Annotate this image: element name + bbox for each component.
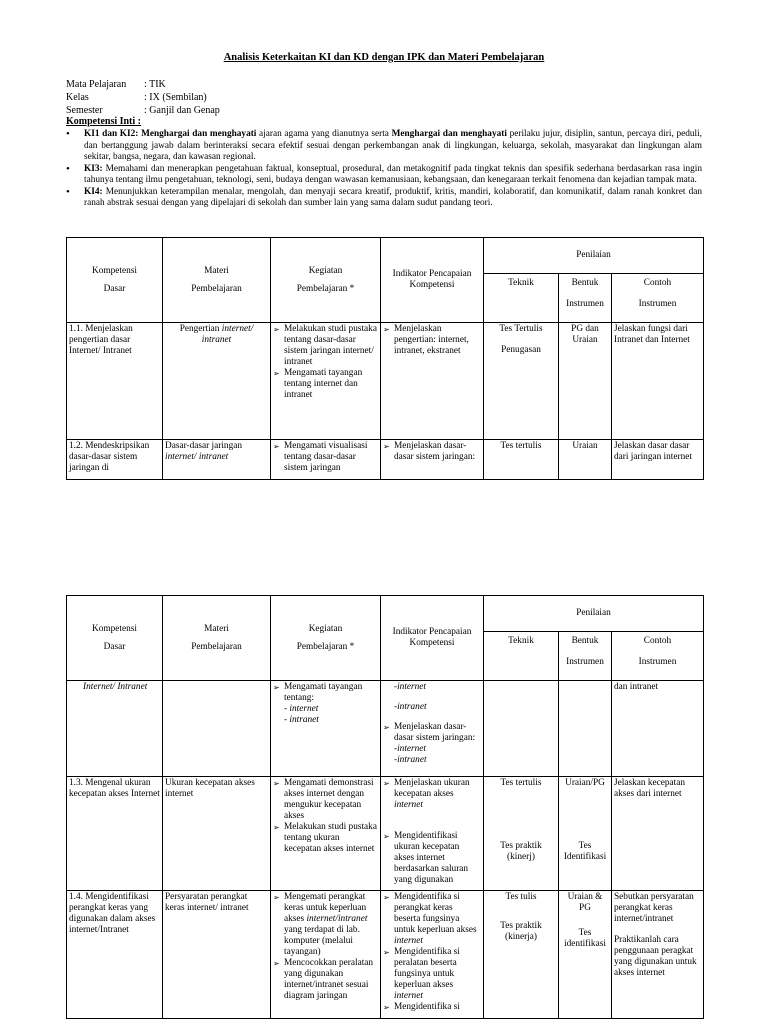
cell-contoh: Jelaskan kecepatan akses dari internet [612, 777, 704, 891]
ki-list [66, 129, 702, 210]
cell-teknik: Tes tulis Tes praktik (kinerja) [484, 891, 559, 1019]
ki-item: • KI1 dan KI2: Menghargai dan menghayati ajaran agama yang dianutnya serta Menghargai dan menghayati perilaku jujur, disiplin, santun, percaya diri, peduli, dan bertanggung jawab dalam berinteraksi secara efektif sesuai dengan perkembangan anak di lingkungan, keluarga, sekolah, masyarakat dan lingkungan alam sekitar, bangsa, negara, dan kawasan regional. [66, 129, 702, 164]
cell-bentuk: Uraian [559, 440, 612, 480]
header-bentuk: Bentuk Instrumen [559, 632, 612, 681]
table-header-row [67, 238, 704, 274]
cell-kd: 1.4. Mengidentifikasi perangkat keras yang digunakan dalam akses internet/Intranet [67, 891, 163, 1019]
meta-value: : Ganjil dan Genap [144, 105, 220, 116]
ki-item: • KI3: Memahami dan menerapkan pengetahuan faktual, konseptual, prosedural, dan metakognitif pada tingkat teknis dan spesifik sederhana berdasarkan rasa ingin tahunya tentang ilmu pengetahuan, teknologi, seni, budaya dengan wawasan kemanusiaan, kebangsaan, dan kenegaraan terkait fenomena dan kejadian tampak mata. [66, 164, 702, 187]
table-row [67, 777, 704, 891]
cell-bentuk [559, 681, 612, 777]
cell-kegiatan: ➢ Mengamati visualisasi tentang dasar-dasar sistem jaringan [271, 440, 381, 480]
meta-label: Kelas [66, 92, 89, 103]
cell-indikator: -internet -intranet ➢ Menjelaskan dasar-dasar sistem jaringan: -internet -intranet [381, 681, 484, 777]
cell-contoh: Jelaskan dasar dasar dari jaringan internet [612, 440, 704, 480]
subject-info [66, 78, 220, 117]
header-teknik: Teknik [484, 632, 559, 681]
meta-row [66, 78, 220, 91]
header-indikator: Indikator Pencapaian Kompetensi [381, 596, 484, 681]
cell-indikator: ➢ Menjelaskan dasar-dasar sistem jaringan: [381, 440, 484, 480]
ki-item: • KI4: Menunjukkan keterampilan menalar, mengolah, dan menyaji secara kreatif, produktif, kritis, mandiri, kolaboratif, dan komunikatif, dalam ranah konkret dan ranah abstrak sesuai dengan yang dipelajari di sekolah dan sumber lain yang sama dalam sudut pandang teori. [66, 187, 702, 210]
header-materi: Materi Pembelajaran [163, 596, 271, 681]
cell-kd: 1.3. Mengenal ukuran kecepatan akses Internet [67, 777, 163, 891]
cell-kegiatan: ➢ Mengamati demonstrasi akses internet dengan mengukur kecepatan akses ➢ Melakukan studi pustaka tentang ukuran kecepatan akses internet [271, 777, 381, 891]
cell-contoh: dan intranet [612, 681, 704, 777]
page-title: Analisis Keterkaitan KI dan KD dengan IPK dan Materi Pembelajaran [223, 52, 545, 63]
header-teknik: Teknik [484, 274, 559, 323]
meta-value: : IX (Sembilan) [144, 92, 207, 103]
meta-row [66, 91, 220, 104]
cell-indikator: ➢ Mengidentifika si perangkat keras beserta fungsinya untuk keperluan akses internet ➢ Mengidentifika si peralatan beserta fungsinya untuk keperluan akses internet ➢ Mengidentifika si [381, 891, 484, 1019]
meta-label: Mata Pelajaran [66, 79, 127, 90]
header-materi: Materi Pembelajaran [163, 238, 271, 323]
header-bentuk: Bentuk Instrumen [559, 274, 612, 323]
cell-kd: 1.2. Mendeskripsikan dasar-dasar sistem jaringan di [67, 440, 163, 480]
table-row [67, 891, 704, 1019]
cell-materi: Pengertian internet/ intranet [163, 323, 271, 440]
cell-teknik: Tes tertulis [484, 440, 559, 480]
header-kd: Kompetensi Dasar [67, 596, 163, 681]
meta-label: Semester [66, 105, 103, 116]
cell-teknik [484, 681, 559, 777]
header-kegiatan: Kegiatan Pembelajaran * [271, 596, 381, 681]
cell-kegiatan: ➢ Mengamati tayangan tentang: - internet - intranet [271, 681, 381, 777]
cell-indikator: ➢ Menjelaskan ukuran kecepatan akses internet ➢ Mengidentifikasi ukuran kecepatan akses internet berdasarkan saluran yang digunakan [381, 777, 484, 891]
cell-teknik: Tes Tertulis Penugasan [484, 323, 559, 440]
cell-materi: Ukuran kecepatan akses internet [163, 777, 271, 891]
cell-bentuk: PG dan Uraian [559, 323, 612, 440]
cell-kegiatan: ➢ Melakukan studi pustaka tentang dasar-dasar sistem jaringan internet/ intranet ➢ Mengamati tayangan tentang internet dan intranet [271, 323, 381, 440]
cell-contoh: Jelaskan fungsi dari Intranet dan Internet [612, 323, 704, 440]
cell-bentuk: Uraian & PG Tes identifikasi [559, 891, 612, 1019]
header-penilaian: Penilaian [484, 238, 704, 274]
table-row [67, 440, 704, 480]
cell-materi: Persyaratan perangkat keras internet/ intranet [163, 891, 271, 1019]
cell-materi: Dasar-dasar jaringan internet/ intranet [163, 440, 271, 480]
meta-value: : TIK [144, 79, 166, 90]
cell-indikator: ➢ Menjelaskan pengertian: internet, intranet, ekstranet [381, 323, 484, 440]
analysis-table-2 [66, 595, 704, 1019]
header-contoh: Contoh Instrumen [612, 632, 704, 681]
cell-kd: 1.1. Menjelaskan pengertian dasar Internet/ Intranet [67, 323, 163, 440]
header-penilaian: Penilaian [484, 596, 704, 632]
cell-kegiatan: ➢ Mengemati perangkat keras untuk keperluan akses internet/intranet yang terdapat di lab. komputer (melalui tayangan) ➢ Mencocokkan peralatan yang digunakan internet/intranet sesuai diagram jaringan [271, 891, 381, 1019]
header-indikator: Indikator Pencapaian Kompetensi [381, 238, 484, 323]
header-kegiatan: Kegiatan Pembelajaran * [271, 238, 381, 323]
cell-contoh: Sebutkan persyaratan perangkat keras internet/intranet Praktikanlah cara penggunaan peragkat yang digunakan untuk akses internet [612, 891, 704, 1019]
table-row [67, 323, 704, 440]
cell-bentuk: Uraian/PG Tes Identifikasi [559, 777, 612, 891]
analysis-table-1 [66, 237, 704, 480]
header-kd: Kompetensi Dasar [67, 238, 163, 323]
table-header-row [67, 596, 704, 632]
header-contoh: Contoh Instrumen [612, 274, 704, 323]
cell-kd: Internet/ Intranet [67, 681, 163, 777]
cell-materi [163, 681, 271, 777]
table-row [67, 681, 704, 777]
ki-heading: Kompetensi Inti : [66, 116, 141, 127]
cell-teknik: Tes tertulis Tes praktik (kinerj) [484, 777, 559, 891]
